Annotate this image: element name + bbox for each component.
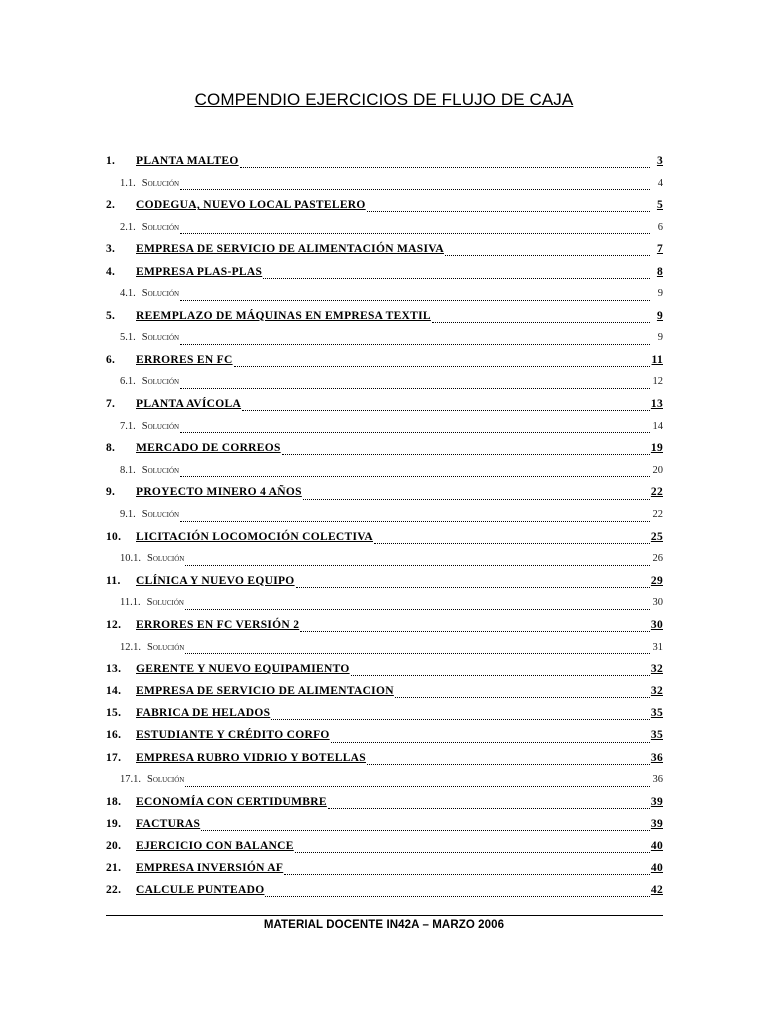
toc-entry-page: 11 — [651, 353, 663, 366]
toc-entry-label: Solución — [141, 464, 180, 476]
toc-entry-number: 13. — [106, 663, 122, 676]
toc-entry[interactable] — [106, 879, 663, 901]
toc-entry-page: 22 — [650, 486, 663, 499]
toc-entry-number: 2.1. — [120, 221, 136, 233]
dot-leader — [367, 200, 650, 212]
toc-entry-number: 12.1. — [120, 641, 141, 653]
dot-leader — [180, 421, 650, 433]
toc-entry-number: 11.1. — [120, 597, 141, 609]
dot-leader — [185, 598, 650, 610]
toc-entry-label-wrap — [106, 266, 262, 278]
toc-entry-number: 22. — [106, 884, 122, 897]
toc-entry-label: Solución — [147, 641, 185, 653]
toc-entry[interactable] — [106, 658, 663, 680]
toc-entry[interactable] — [106, 791, 663, 813]
toc-entry-label: FACTURAS — [136, 817, 201, 830]
toc-entry-label: Solución — [141, 177, 180, 189]
dot-leader — [300, 620, 650, 632]
toc-entry-number: 8. — [106, 442, 116, 455]
toc-entry-label: ERRORES EN FC — [136, 353, 233, 366]
toc-entry-number: 4.1. — [120, 288, 136, 300]
toc-entry-label-wrap — [106, 685, 394, 697]
toc-entry-number: 6.1. — [120, 376, 136, 388]
toc-entry-page: 9 — [657, 288, 663, 300]
toc-entry-label: EMPRESA DE SERVICIO DE ALIMENTACIÓN MASIVA — [136, 243, 444, 256]
toc-entry-page: 35 — [650, 729, 663, 742]
toc-entry-label: EMPRESA INVERSIÓN AF — [136, 862, 284, 875]
toc-entry-number: 1.1. — [120, 177, 136, 189]
toc-entry-page: 32 — [650, 663, 663, 676]
toc-entry-number: 5. — [106, 309, 116, 322]
dot-leader — [201, 819, 650, 831]
toc-entry-number: 21. — [106, 862, 122, 875]
dot-leader — [432, 311, 650, 323]
toc-entry-label: EMPRESA RUBRO VIDRIO Y BOTELLAS — [136, 751, 366, 764]
toc-entry-number: 9. — [106, 486, 116, 499]
toc-entry-label: LICITACIÓN LOCOMOCIÓN COLECTIVA — [136, 530, 373, 543]
dot-leader — [180, 178, 650, 190]
toc-entry-label: EMPRESA PLAS-PLAS — [136, 265, 263, 278]
toc-entry-page: 35 — [650, 707, 663, 720]
toc-entry[interactable] — [106, 393, 663, 415]
toc-entry-label-wrap — [106, 155, 239, 167]
toc-entry-label-wrap — [106, 442, 281, 454]
toc-entry-page: 29 — [650, 574, 663, 587]
toc-subentry[interactable] — [106, 283, 663, 305]
toc-entry-label-wrap — [106, 619, 299, 631]
dot-leader — [296, 576, 650, 588]
dot-leader — [180, 465, 650, 477]
toc-entry-label: REEMPLAZO DE MÁQUINAS EN EMPRESA TEXTIL — [136, 309, 431, 322]
toc-entry-label-wrap — [106, 707, 270, 719]
toc-entry-label-wrap — [106, 862, 283, 874]
toc-subentry[interactable] — [106, 592, 663, 614]
document-footer: MATERIAL DOCENTE IN42A – MARZO 2006 — [263, 919, 505, 931]
toc-entry-number: 10. — [106, 530, 122, 543]
toc-entry-label: EMPRESA DE SERVICIO DE ALIMENTACION — [136, 685, 394, 698]
toc-entry-label: Solución — [141, 288, 180, 300]
toc-entry-number: 3. — [106, 243, 116, 256]
toc-entry-number: 6. — [106, 353, 116, 366]
toc-entry-page: 39 — [650, 795, 663, 808]
toc-entry-label-wrap — [106, 243, 444, 255]
toc-entry-page: 32 — [650, 685, 663, 698]
toc-entry-page: 19 — [650, 442, 663, 455]
dot-leader — [374, 532, 650, 544]
toc-entry-label: ECONOMÍA CON CERTIDUMBRE — [136, 795, 327, 808]
toc-entry[interactable] — [106, 194, 663, 216]
toc-entry-page: 25 — [650, 530, 663, 543]
dot-leader — [295, 841, 650, 853]
toc-entry-label: GERENTE Y NUEVO EQUIPAMIENTO — [136, 663, 350, 676]
toc-entry-page: 9 — [656, 309, 663, 322]
toc-entry[interactable] — [106, 437, 663, 459]
dot-leader — [185, 554, 650, 566]
toc-entry-page: 36 — [650, 751, 663, 764]
toc-entry-page: 26 — [652, 553, 663, 565]
toc-entry-page: 22 — [652, 509, 663, 521]
footer-divider — [106, 915, 663, 916]
toc-entry[interactable] — [106, 305, 663, 327]
dot-leader — [395, 686, 650, 698]
toc-subentry[interactable] — [106, 172, 663, 194]
toc-entry-page: 9 — [657, 332, 663, 344]
toc-entry-number: 1. — [106, 155, 116, 168]
toc-entry-label: PLANTA AVÍCOLA — [136, 398, 242, 411]
dot-leader — [367, 753, 650, 765]
toc-entry[interactable] — [106, 813, 663, 835]
toc-entry[interactable] — [106, 724, 663, 746]
toc-entry-page: 20 — [652, 464, 663, 476]
toc-entry-page: 40 — [650, 862, 663, 875]
toc-entry[interactable] — [106, 481, 663, 503]
toc-entry-number: 7. — [106, 398, 116, 411]
toc-entry[interactable] — [106, 835, 663, 857]
toc-entry[interactable] — [106, 526, 663, 548]
toc-entry-page: 7 — [656, 243, 663, 256]
toc-entry-page: 13 — [650, 398, 663, 411]
toc-entry-label-wrap — [106, 310, 431, 322]
toc-entry-number: 5.1. — [120, 332, 136, 344]
toc-entry-label: PLANTA MALTEO — [136, 155, 239, 168]
toc-entry-label: ESTUDIANTE Y CRÉDITO CORFO — [136, 729, 330, 742]
toc-entry-label: Solución — [141, 221, 180, 233]
toc-entry-number: 15. — [106, 707, 122, 720]
toc-entry-label: Solución — [141, 332, 180, 344]
toc-entry-number: 12. — [106, 619, 122, 632]
toc-entry[interactable] — [106, 349, 663, 371]
toc-entry[interactable] — [106, 857, 663, 879]
toc-entry[interactable] — [106, 238, 663, 260]
toc-entry[interactable] — [106, 570, 663, 592]
toc-entry-label: Solución — [147, 553, 185, 565]
toc-entry[interactable] — [106, 702, 663, 724]
toc-entry-page: 42 — [650, 884, 663, 897]
dot-leader — [180, 377, 650, 389]
dot-leader — [282, 443, 650, 455]
toc-entry-label: Solución — [141, 376, 180, 388]
toc-entry-label: MERCADO DE CORREOS — [136, 442, 281, 455]
toc-subentry[interactable] — [106, 327, 663, 349]
toc-entry-page: 12 — [652, 376, 663, 388]
dot-leader — [240, 156, 650, 168]
dot-leader — [180, 289, 650, 301]
toc-entry-label-wrap — [106, 729, 330, 741]
toc-entry-page: 4 — [657, 177, 663, 189]
document-title: COMPENDIO EJERCICIOS DE FLUJO DE CAJA — [194, 90, 574, 109]
toc-subentry[interactable] — [106, 636, 663, 658]
toc-entry-number: 17.1. — [120, 774, 141, 786]
dot-leader — [328, 797, 650, 809]
toc-entry[interactable] — [106, 614, 663, 636]
dot-leader — [351, 664, 650, 676]
dot-leader — [331, 731, 650, 743]
toc-entry-label: Solución — [141, 509, 180, 521]
toc-entry-number: 14. — [106, 685, 122, 698]
toc-entry-page: 30 — [650, 619, 663, 632]
toc-subentry[interactable] — [106, 371, 663, 393]
toc-entry-label: CLÍNICA Y NUEVO EQUIPO — [136, 574, 295, 587]
toc-entry-label: Solución — [146, 597, 184, 609]
dot-leader — [303, 488, 650, 500]
table-of-contents — [106, 150, 663, 901]
toc-entry-page: 31 — [652, 641, 663, 653]
toc-entry-number: 19. — [106, 817, 122, 830]
toc-entry[interactable] — [106, 260, 663, 282]
toc-entry-number: 9.1. — [120, 509, 136, 521]
toc-entry-label-wrap — [106, 531, 373, 543]
toc-entry-number: 20. — [106, 839, 122, 852]
dot-leader — [242, 399, 650, 411]
toc-entry-label-wrap — [106, 398, 241, 410]
toc-entry-label: PROYECTO MINERO 4 AÑOS — [136, 486, 302, 499]
toc-entry-number: 8.1. — [120, 464, 136, 476]
toc-entry-page: 14 — [652, 420, 663, 432]
toc-subentry[interactable] — [106, 504, 663, 526]
toc-subentry[interactable] — [106, 216, 663, 238]
dot-leader — [265, 885, 649, 897]
toc-entry-label-wrap — [106, 796, 327, 808]
toc-entry-page: 5 — [656, 199, 663, 212]
toc-entry-number: 17. — [106, 751, 122, 764]
dot-leader — [180, 510, 650, 522]
toc-entry-label-wrap — [106, 884, 264, 896]
toc-entry-number: 11. — [106, 574, 121, 587]
dot-leader — [185, 775, 650, 787]
toc-subentry[interactable] — [106, 459, 663, 481]
dot-leader — [263, 267, 650, 279]
toc-entry-label-wrap — [106, 199, 366, 211]
toc-entry-number: 16. — [106, 729, 122, 742]
toc-entry[interactable] — [106, 150, 663, 172]
toc-entry-label-wrap — [106, 354, 233, 366]
toc-entry-page: 8 — [656, 265, 663, 278]
toc-entry-number: 7.1. — [120, 420, 136, 432]
toc-entry-label-wrap — [106, 575, 295, 587]
toc-entry-label: Solución — [141, 420, 180, 432]
toc-entry-label: FABRICA DE HELADOS — [136, 707, 271, 720]
toc-subentry[interactable] — [106, 769, 663, 791]
toc-entry-number: 10.1. — [120, 553, 141, 565]
toc-entry-label: CODEGUA, NUEVO LOCAL PASTELERO — [136, 199, 366, 212]
dot-leader — [180, 333, 650, 345]
toc-entry-number: 4. — [106, 265, 116, 278]
toc-entry-page: 40 — [650, 839, 663, 852]
dot-leader — [284, 863, 650, 875]
toc-subentry[interactable] — [106, 548, 663, 570]
toc-entry-label-wrap — [106, 752, 366, 764]
toc-entry-page: 36 — [652, 774, 663, 786]
toc-entry-number: 18. — [106, 795, 122, 808]
dot-leader — [445, 244, 650, 256]
dot-leader — [271, 708, 650, 720]
toc-entry[interactable] — [106, 680, 663, 702]
toc-entry-label-wrap — [106, 818, 200, 830]
dot-leader — [180, 222, 650, 234]
toc-entry-page: 30 — [652, 597, 663, 609]
toc-entry-page: 6 — [657, 221, 663, 233]
toc-entry-page: 39 — [650, 817, 663, 830]
toc-entry-label: ERRORES EN FC VERSIÓN 2 — [136, 619, 300, 632]
toc-entry-number: 2. — [106, 199, 116, 212]
toc-entry-label: CALCULE PUNTEADO — [136, 884, 265, 897]
toc-entry-label-wrap — [106, 663, 350, 675]
toc-entry-label: Solución — [147, 774, 185, 786]
dot-leader — [234, 355, 650, 367]
toc-subentry[interactable] — [106, 415, 663, 437]
toc-entry-page: 3 — [656, 155, 663, 168]
toc-entry[interactable] — [106, 747, 663, 769]
toc-entry-label: EJERCICIO CON BALANCE — [136, 839, 294, 852]
toc-entry-label-wrap — [106, 486, 302, 498]
dot-leader — [185, 642, 650, 654]
toc-entry-label-wrap — [106, 840, 294, 852]
